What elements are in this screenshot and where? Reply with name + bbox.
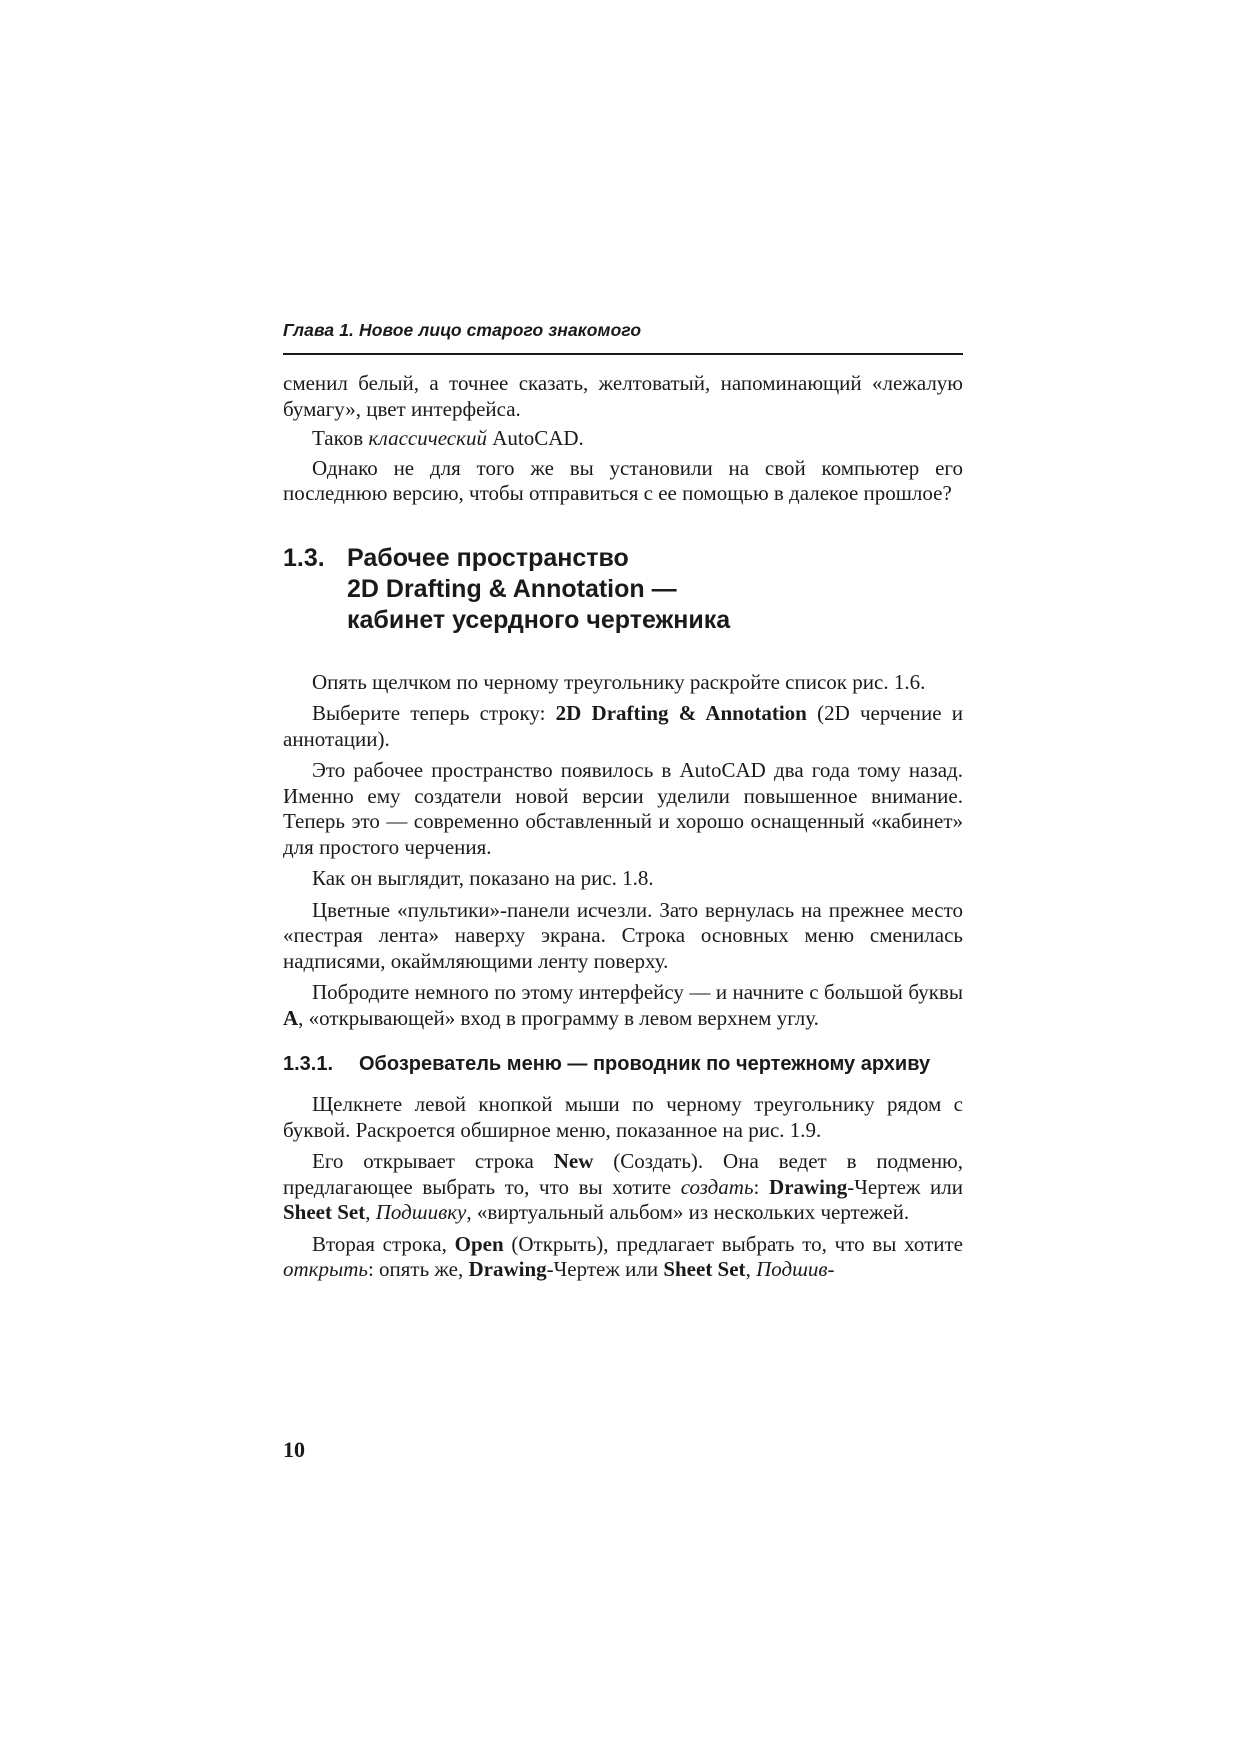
- paragraph: Это рабочее пространство появилось в AutoCAD два года тому назад. Именно ему создатели новой версии уделили повышенное внимание. Теперь это — современно обставленный и хорошо оснащенный «кабинет» для простого черчения.: [283, 758, 963, 859]
- paragraph: Однако не для того же вы установили на свой компьютер его последнюю версию, чтобы отправиться с ее помощью в далекое прошлое?: [283, 455, 963, 505]
- paragraph: Опять щелчком по черному треугольнику раскройте список рис. 1.6.: [312, 669, 926, 694]
- paragraph: Выберите теперь строку: 2D Drafting & Annotation (2D черчение и аннотации).: [283, 701, 963, 751]
- section-title-line: Рабочее пространство: [347, 543, 629, 572]
- paragraph: Его открывает строка New (Создать). Она ведет в подменю, предлагающее выбрать то, что вы хотите создать: Drawing-Чертеж или Sheet Set, Подшивку, «виртуальный альбом» из нескольких чертежей.: [283, 1149, 963, 1224]
- section-text: [283, 670, 963, 1032]
- section-title-line: 2D Drafting & Annotation —: [347, 574, 677, 603]
- subsection-text: [283, 1092, 963, 1283]
- page-number: 10: [283, 1437, 305, 1462]
- intro-text: [283, 371, 963, 507]
- paragraph: сменил белый, а точнее сказать, желтоватый, напоминающий «лежалую бумагу», цвет интерфейса.: [283, 371, 963, 421]
- paragraph: Побродите немного по этому интерфейсу — и начните с большой буквы А, «открывающей» вход в программу в левом верхнем углу.: [283, 980, 963, 1030]
- section-heading: [283, 543, 963, 636]
- subsection-title: Обозреватель меню — проводник по чертежному архиву: [359, 1053, 931, 1075]
- subsection-number: 1.3.1.: [283, 1053, 334, 1075]
- paragraph: Таков классический AutoCAD.: [312, 426, 584, 450]
- section-title-line: кабинет усердного чертежника: [347, 605, 731, 634]
- subsection-heading: [283, 1053, 963, 1076]
- paragraph: Цветные «пультики»-панели исчезли. Зато вернулась на прежнее место «пестрая лента» наверху экрана. Строка основных меню сменилась надписями, окаймляющими ленту поверху.: [283, 897, 963, 973]
- paragraph: Как он выглядит, показано на рис. 1.8.: [312, 866, 654, 890]
- book-page: [283, 320, 963, 1289]
- section-number: 1.3.: [283, 543, 325, 572]
- paragraph: Вторая строка, Open (Открыть), предлагает выбрать то, что вы хотите открыть: опять же, Drawing-Чертеж или Sheet Set, Подшив-: [283, 1231, 963, 1281]
- running-header: Глава 1. Новое лицо старого знакомого: [283, 320, 963, 355]
- paragraph: Щелкнете левой кнопкой мыши по черному треугольнику рядом с буквой. Раскроется обширное меню, показанное на рис. 1.9.: [283, 1092, 963, 1142]
